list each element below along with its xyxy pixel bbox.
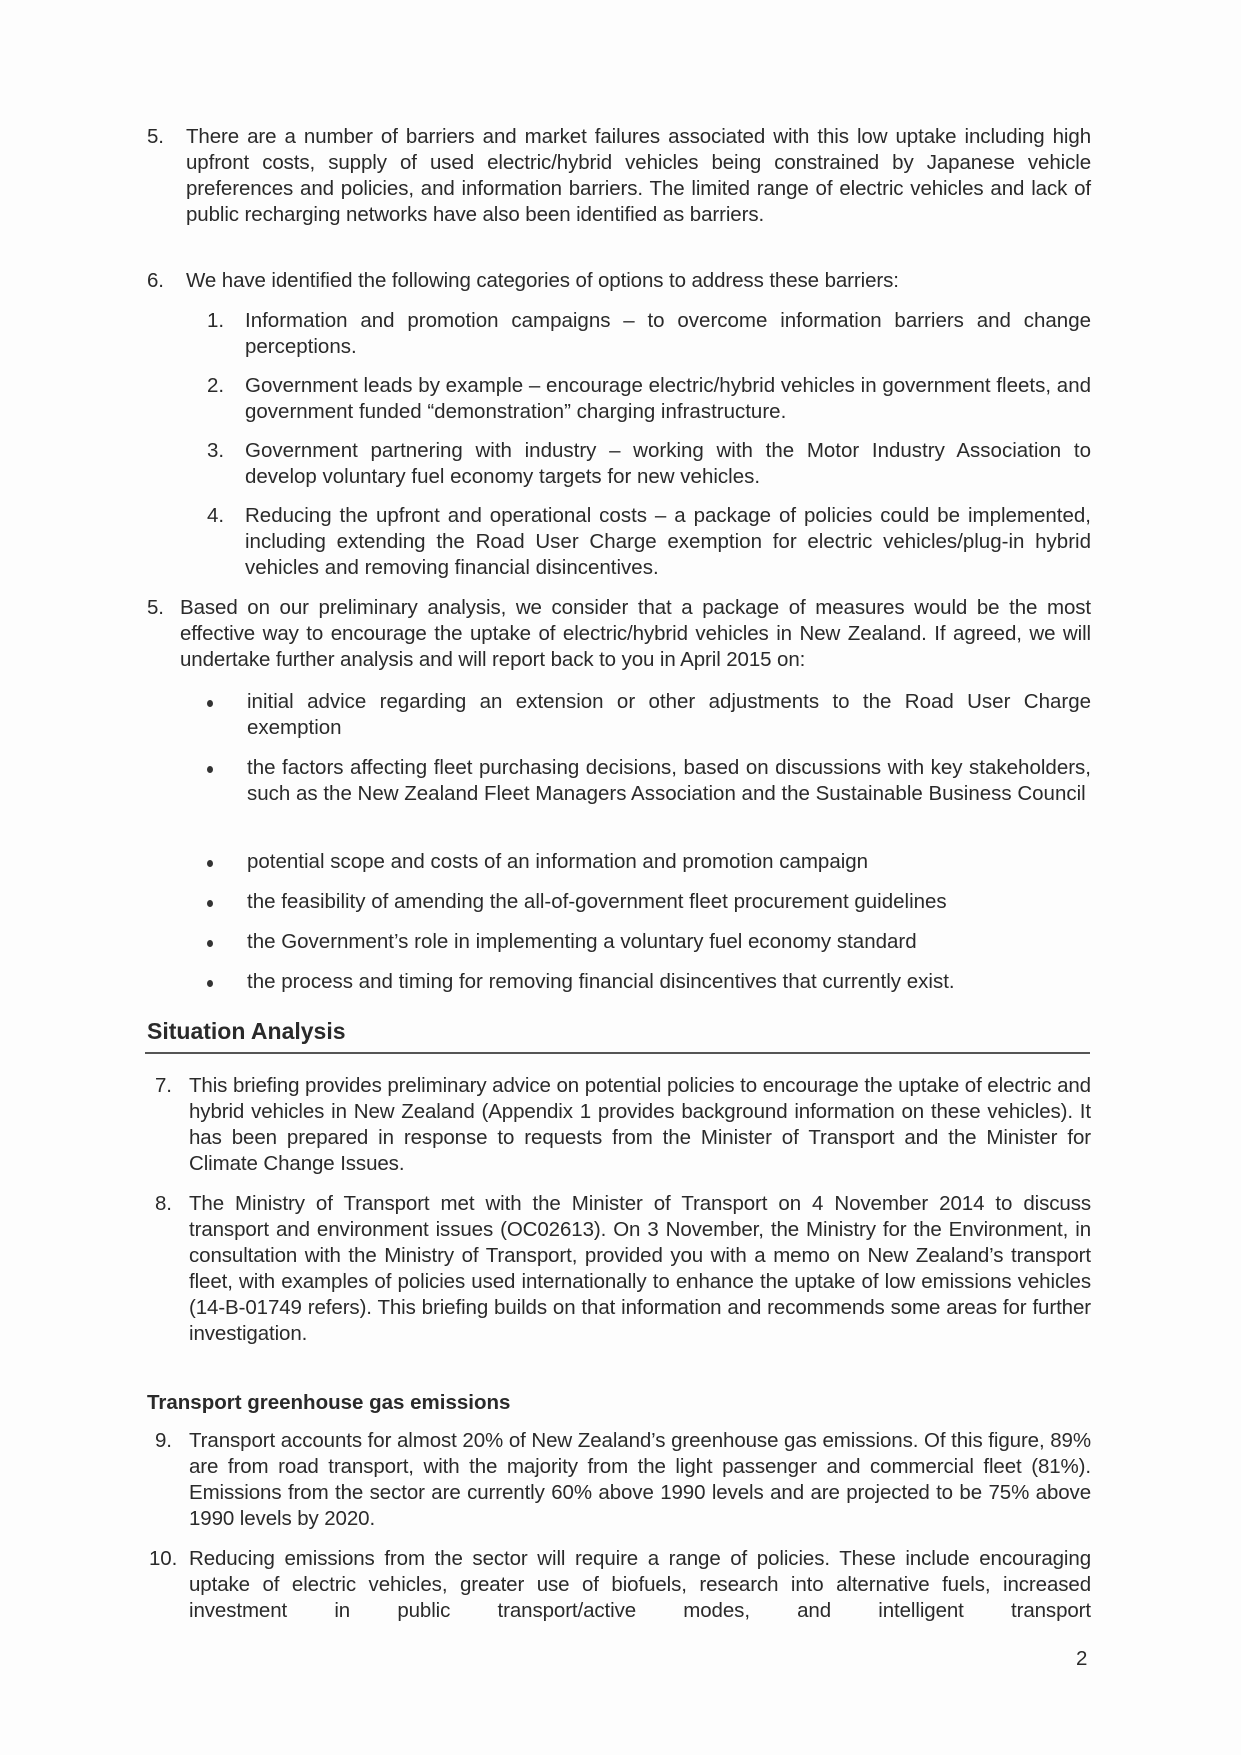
paragraph-text: We have identified the following categories of options to address these barriers: [186,269,899,292]
bullet-icon [207,700,213,707]
paragraph-number: 8. [155,1192,172,1215]
section-heading-situation-analysis: Situation Analysis [147,1018,346,1044]
bullet-text: the feasibility of amending the all-of-government fleet procurement guidelines [247,890,947,913]
option-text: Government leads by example – encourage electric/hybrid vehicles in government fleets, and government funded “demonstration” charging infrastructure. [245,374,1091,423]
paragraph-9-transport-emissions [147,1428,1091,1532]
paragraph-number: 10. [149,1547,178,1570]
option-number: 2. [207,374,225,397]
option-text: Reducing the upfront and operational costs – a package of policies could be implemented, including extending the Road User Charge exemption for electric vehicles/plug-in hybrid vehicles and removing financial disincentives. [245,504,1091,579]
bullet-icon [207,766,213,773]
paragraph-number: 6. [147,269,164,292]
option-item-1 [207,308,1091,360]
bullet-icon [207,900,213,907]
heading-divider [145,1052,1090,1054]
paragraph-number: 5. [147,596,164,619]
bullet-icon [207,860,213,867]
paragraph-7-briefing [147,1073,1091,1177]
option-text: Government partnering with industry – working with the Motor Industry Association to develop voluntary fuel economy targets for new vehicles. [245,439,1091,488]
bullet-item-6 [207,969,1091,995]
bullet-item-5 [207,929,1091,955]
bullet-item-1 [207,689,1091,741]
paragraph-5-barriers [147,124,1091,228]
option-item-3 [207,438,1091,490]
bullet-text: initial advice regarding an extension or other adjustments to the Road User Charge exemption [247,690,1091,739]
paragraph-number: 5. [147,125,164,148]
paragraph-number: 7. [155,1074,172,1097]
bullet-icon [207,980,213,987]
bullet-item-3 [207,849,1091,875]
paragraph-text: This briefing provides preliminary advice on potential policies to encourage the uptake of electric and hybrid vehicles in New Zealand (Appendix 1 provides background information on these vehicles). It has been prepared in response to requests from the Minister of Transport and the Minister for Climate Change Issues. [189,1074,1091,1175]
paragraph-text: The Ministry of Transport met with the Minister of Transport on 4 November 2014 to discuss transport and environment issues (OC02613). On 3 November, the Ministry for the Environment, in consultation with the Ministry of Transport, provided you with a memo on New Zealand’s transport fleet, with examples of policies used internationally to enhance the uptake of low emissions vehicles (14-B-01749 refers). This briefing builds on that information and recommends some areas for further investigation. [189,1192,1091,1345]
page-number: 2 [1076,1647,1088,1670]
paragraph-5-package-of-measures [147,595,1091,673]
bullet-icon [207,940,213,947]
bullet-text: the process and timing for removing financial disincentives that currently exist. [247,970,955,993]
option-number: 1. [207,309,225,332]
paragraph-text: Transport accounts for almost 20% of New Zealand’s greenhouse gas emissions. Of this figure, 89% are from road transport, with the majority from the light passenger and commercial fleet (81%). Emissions from the sector are currently 60% above 1990 levels and are projected to be 75% above 1990 levels by 2020. [189,1429,1091,1530]
paragraph-6-options-intro [147,268,1091,294]
option-number: 4. [207,504,225,527]
paragraph-text: Based on our preliminary analysis, we consider that a package of measures would be the most effective way to encourage the uptake of electric/hybrid vehicles in New Zealand. If agreed, we will undertake further analysis and will report back to you in April 2015 on: [180,596,1091,671]
subsection-heading-emissions: Transport greenhouse gas emissions [147,1391,511,1414]
paragraph-8-ministry-meeting [147,1191,1091,1347]
option-item-4 [207,503,1091,581]
paragraph-number: 9. [155,1429,172,1452]
option-text: Information and promotion campaigns – to overcome information barriers and change perceptions. [245,309,1091,358]
bullet-text: the factors affecting fleet purchasing decisions, based on discussions with key stakeholders, such as the New Zealand Fleet Managers Association and the Sustainable Business Council [247,756,1091,805]
paragraph-text: Reducing emissions from the sector will require a range of policies. These include encouraging uptake of electric vehicles, greater use of biofuels, research into alternative fuels, increased investment in public transport/active modes, and intelligent transport [189,1547,1091,1622]
bullet-text: potential scope and costs of an information and promotion campaign [247,850,869,873]
paragraph-10-reducing-emissions [147,1546,1091,1624]
paragraph-text: There are a number of barriers and market failures associated with this low uptake including high upfront costs, supply of used electric/hybrid vehicles being constrained by Japanese vehicle preferences and policies, and information barriers. The limited range of electric vehicles and lack of public recharging networks have also been identified as barriers. [186,125,1091,226]
bullet-item-2 [207,755,1091,807]
option-number: 3. [207,439,225,462]
bullet-item-4 [207,889,1091,915]
bullet-text: the Government’s role in implementing a voluntary fuel economy standard [247,930,917,953]
option-item-2 [207,373,1091,425]
